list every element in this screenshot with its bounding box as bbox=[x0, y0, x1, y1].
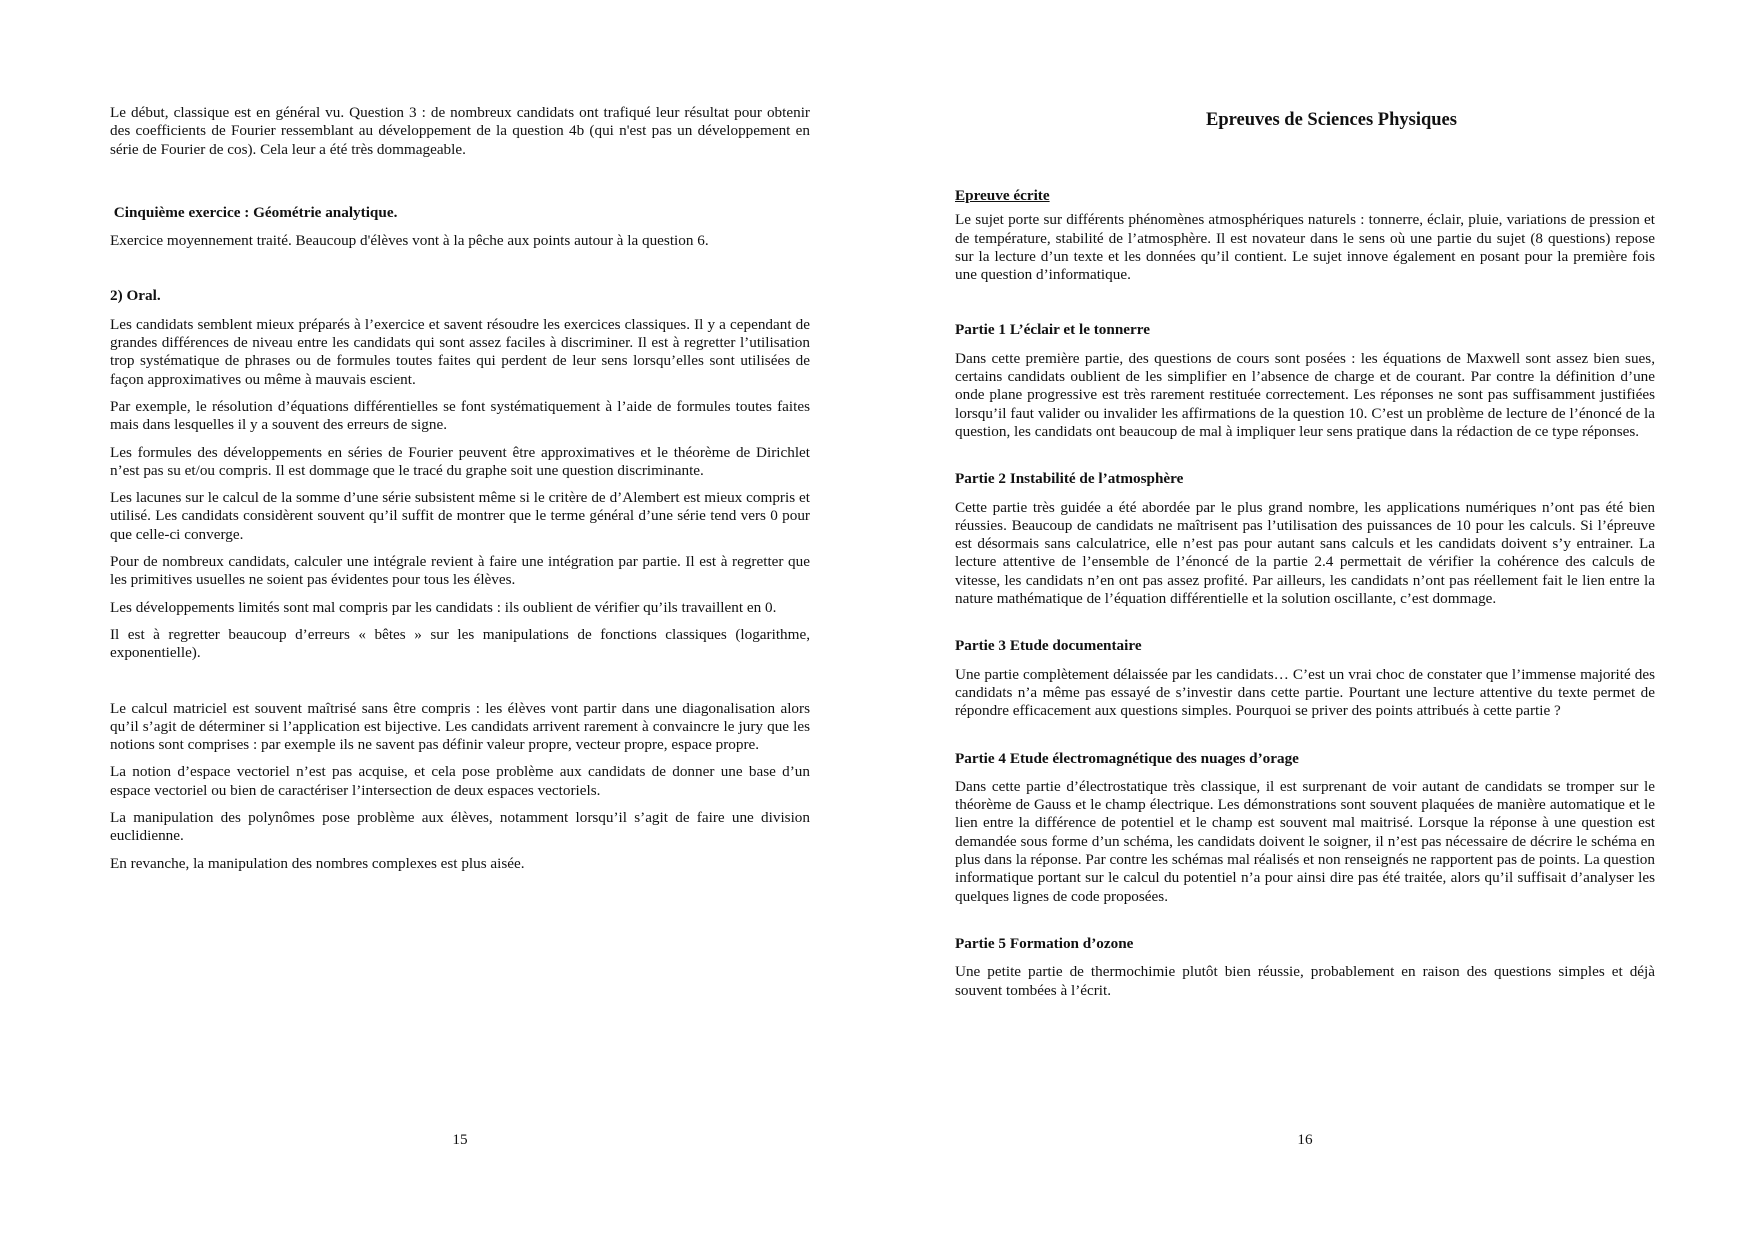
oral-paragraph: Il est à regretter beaucoup d’erreurs « bêtes » sur les manipulations de fonctions classiques (logarithme, exponentielle). bbox=[110, 625, 810, 662]
section5-paragraph: Exercice moyennement traité. Beaucoup d'élèves vont à la pêche aux points autour à la question 6. bbox=[110, 232, 709, 250]
algebra-paragraph: La manipulation des polynômes pose problème aux élèves, notamment lorsqu’il s’agit de faire une division euclidienne. bbox=[110, 809, 810, 845]
oral-paragraph: Les développements limités sont mal compris par les candidats : ils oublient de vérifier qu’ils travaillent en 0. bbox=[110, 598, 777, 616]
left-page-text-column bbox=[110, 104, 810, 882]
written-exam-heading: Epreuve écrite bbox=[955, 187, 1050, 204]
part-heading: Partie 4 Etude électromagnétique des nuages d’orage bbox=[955, 749, 1299, 767]
page-number-left: 15 bbox=[452, 1131, 468, 1148]
right-page-title: Epreuves de Sciences Physiques bbox=[1206, 110, 1457, 130]
section5-heading: Cinquième exercice : Géométrie analytique. bbox=[110, 203, 398, 221]
part-paragraph: Dans cette première partie, des questions de cours sont posées : les équations de Maxwell sont assez bien sues, certains candidats oublient de les simplifier en l’absence de charge et de courant. Par contre la définition d’une onde plane progressive est très rarement restituée correctement. Les réponses ne sont pas suffisamment justifiées lorsqu’il faut valider ou invalider les affirmations de la question 10. C’est un problème de lecture de l’énoncé de la question, les candidats ont beaucoup de mal à impliquer leur sens pratique dans la rédaction de ce type réponses. bbox=[955, 349, 1655, 440]
right-page bbox=[877, 0, 1754, 1240]
algebra-paragraph: Le calcul matriciel est souvent maîtrisé sans être compris : les élèves vont partir dans une diagonalisation alors qu’il s’agit de déterminer si l’application est bijective. Les candidats arrivent rarement à convaincre le jury que les notions sont comprises : par exemple ils ne savent pas définir valeur propre, vecteur propre, espace propre. bbox=[110, 699, 810, 754]
intro-paragraph: Le début, classique est en général vu. Question 3 : de nombreux candidats ont trafiqué leur résultat pour obtenir des coefficients de Fourier ressemblant au développement de la question 4b (qui n'est pas un développement en série de Fourier de cos). Cela leur a été très dommageable. bbox=[110, 104, 810, 158]
part-paragraph: Dans cette partie d’électrostatique très classique, il est surprenant de voir autant de candidats se tromper sur le théorème de Gauss et le champ électrique. Les démonstrations sont souvent plaquées de manière automatique et le lien entre la différence de potentiel et le champ est souvent mal maitrisé. Lorsque la réponse à une question est demandée sous forme d’un schéma, les candidats doivent le soigner, il n’est pas nécessaire de décrire le schéma en plus dans la réponse. Par contre les schémas mal réalisés et non renseignés ne rapportent pas de points. La question informatique portant sur le calcul du potentiel n’a pour ainsi dire pas été traitée, alors qu’il suffisait d’analyser les quelques lignes de code proposées. bbox=[955, 777, 1655, 905]
part-heading: Partie 1 L’éclair et le tonnerre bbox=[955, 321, 1150, 339]
algebra-paragraph: La notion d’espace vectoriel n’est pas acquise, et cela pose problème aux candidats de donner une base d’un espace vectoriel ou bien de caractériser l’intersection de deux espaces vectoriels. bbox=[110, 763, 810, 799]
part-heading: Partie 3 Etude documentaire bbox=[955, 637, 1142, 655]
oral-paragraph: Pour de nombreux candidats, calculer une intégrale revient à faire une intégration par partie. Il est à regretter que les primitives usuelles ne soient pas évidentes pour tous les élèves. bbox=[110, 553, 810, 589]
part-paragraph: Cette partie très guidée a été abordée par le plus grand nombre, les applications numériques n’ont pas été bien réussies. Beaucoup de candidats ne maîtrisent pas l’utilisation des puissances de 10 pour les calculs. Si l’épreuve est désormais sans calculatrice, elle n’est pas pour autant sans calculs et les candidats doivent s’y entrainer. La lecture attentive de l’ensemble de l’énoncé de la partie 2.4 permettait de vérifier la cohérence des calculs de vitesse, les candidats n’en ont pas assez profité. Par ailleurs, les candidats n’ont pas réellement fait le lien entre la nature mathématique de l’équation différentielle et la solution oscillante, c’est dommage. bbox=[955, 498, 1655, 608]
part-heading: Partie 5 Formation d’ozone bbox=[955, 934, 1134, 952]
part-heading: Partie 2 Instabilité de l’atmosphère bbox=[955, 470, 1184, 488]
page-number-right: 16 bbox=[1297, 1131, 1313, 1148]
written-exam-paragraph: Le sujet porte sur différents phénomènes atmosphériques naturels : tonnerre, éclair, pluie, variations de pression et de température, stabilité de l’atmosphère. Il est novateur dans le sens où une partie du sujet (8 questions) repose sur la lecture d’un texte et les données qu’il contient. Le sujet innove également en posant pour la première fois une question d’informatique. bbox=[955, 211, 1655, 284]
oral-paragraph: Les lacunes sur le calcul de la somme d’une série subsistent même si le critère de d’Alembert est mieux compris et utilisé. Les candidats considèrent souvent qu’il suffit de montrer que le terme général d’une série tend vers 0 pour que celle-ci converge. bbox=[110, 489, 810, 543]
part-paragraph: Une petite partie de thermochimie plutôt bien réussie, probablement en raison des questions simples et déjà souvent tombées à l’écrit. bbox=[955, 963, 1655, 999]
right-page-text-column bbox=[955, 187, 1655, 1009]
oral-paragraph: Les formules des développements en séries de Fourier peuvent être approximatives et le théorème de Dirichlet n’est pas su et/ou compris. Il est dommage que le tracé du graphe soit une question discriminante. bbox=[110, 443, 810, 479]
oral-heading: 2) Oral. bbox=[110, 287, 161, 305]
oral-paragraph: Les candidats semblent mieux préparés à l’exercice et savent résoudre les exercices classiques. Il y a cependant de grandes différences de niveau entre les candidats qui sont assez faciles à discriminer. Il est à regretter l’utilisation trop systématique de phrases ou de formules toutes faites qui perdent de leur sens lorsqu’elles sont utilisées de façon approximatives ou même à mauvais escient. bbox=[110, 315, 810, 388]
oral-paragraph: Par exemple, le résolution d’équations différentielles se font systématiquement à l’aide de formules toutes faites mais dans lesquelles il y a souvent des erreurs de signe. bbox=[110, 397, 810, 434]
algebra-paragraph: En revanche, la manipulation des nombres complexes est plus aisée. bbox=[110, 854, 525, 872]
part-paragraph: Une partie complètement délaissée par les candidats… C’est un vrai choc de constater que l’immense majorité des candidats n’a même pas essayé de s’investir dans cette partie. Pourtant une lecture attentive du texte permet de répondre efficacement aux questions simples. Pourquoi se priver des points attribués à cette partie ? bbox=[955, 665, 1655, 720]
